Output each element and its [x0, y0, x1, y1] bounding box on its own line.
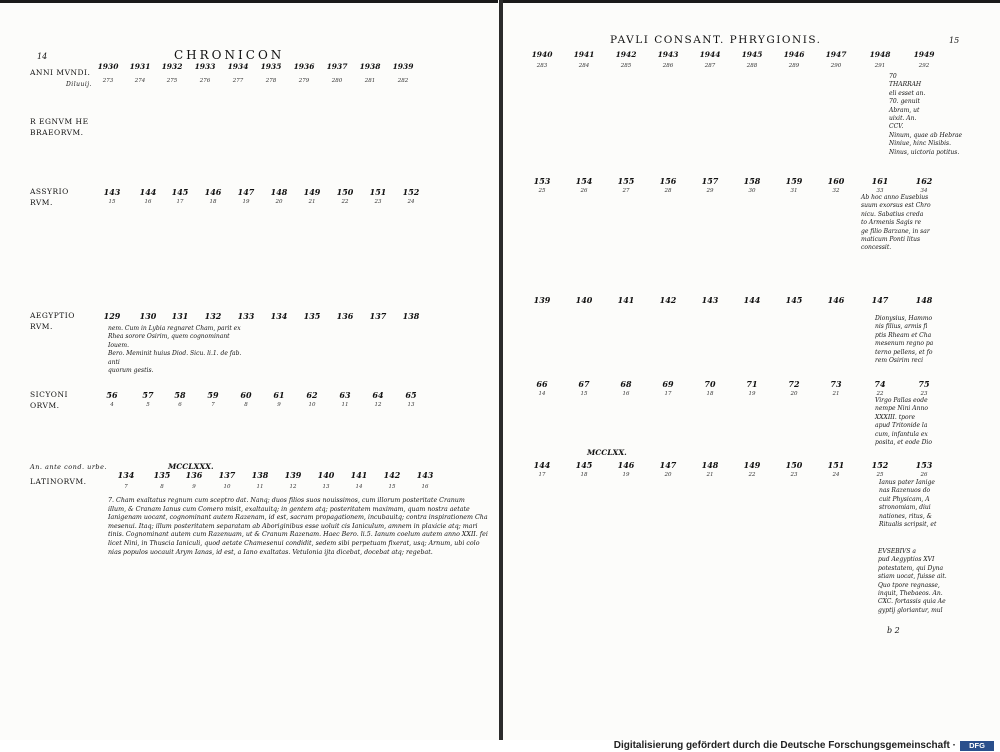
king-year: 16	[421, 484, 429, 490]
reign-year: 140	[575, 295, 593, 305]
king-year: 15	[108, 199, 116, 205]
king-year: 22	[748, 472, 756, 478]
king-year: 20	[275, 199, 283, 205]
year-mundi: 1949	[913, 50, 935, 59]
anni-mundi-label: ANNI MVNDI.	[30, 68, 91, 77]
note-line: maticum Ponti litus	[861, 236, 921, 244]
king-year: 18	[209, 199, 217, 205]
king-year: 15	[388, 484, 396, 490]
king-year: 26	[580, 188, 588, 194]
reign-year: 59	[207, 390, 219, 400]
king-year: 15	[580, 391, 588, 397]
kingdom-label: BRAEORVM.	[30, 128, 84, 137]
scan-edge-line	[0, 0, 498, 3]
reign-year: 58	[174, 390, 186, 400]
year-mundi: 1947	[825, 50, 847, 59]
note-line: 70. genuit	[889, 98, 920, 106]
dfg-logo: DFG	[960, 741, 994, 751]
reign-year: 150	[336, 187, 354, 197]
year-diluvii: 285	[620, 63, 632, 69]
reign-year: 132	[204, 311, 222, 321]
margin-note	[878, 548, 999, 615]
margin-note	[879, 479, 999, 529]
reign-year: 56	[106, 390, 118, 400]
king-year: 28	[664, 188, 672, 194]
reign-year: 72	[788, 379, 800, 389]
reign-year: 143	[416, 470, 434, 480]
king-year: 16	[144, 199, 152, 205]
reign-year: 153	[915, 460, 933, 470]
king-year: 34	[920, 188, 928, 194]
year-diluvii: 291	[874, 63, 886, 69]
kingdom-label: RVM.	[30, 198, 53, 207]
reign-year: 142	[383, 470, 401, 480]
reign-year: 65	[405, 390, 417, 400]
note-line: XXXIII. tpore	[875, 413, 916, 421]
reign-year: 145	[575, 460, 593, 470]
margin-note	[861, 194, 999, 253]
king-year: 21	[706, 472, 714, 478]
note-line: apud Tritonide la	[875, 422, 928, 430]
reign-year: 142	[659, 295, 677, 305]
margin-note	[889, 73, 999, 157]
king-year: 17	[664, 391, 672, 397]
note-line: Abram, ut	[889, 106, 920, 114]
reign-year: 61	[273, 390, 285, 400]
year-diluvii: 277	[232, 78, 244, 84]
kingdom-label: R EGNVM HE	[30, 117, 89, 126]
reign-year: 154	[575, 176, 593, 186]
year-diluvii: 289	[788, 63, 800, 69]
king-year: 19	[622, 472, 630, 478]
reign-year: 73	[830, 379, 842, 389]
king-year: 16	[622, 391, 630, 397]
note-line: nationes, ritus, &	[879, 512, 932, 520]
king-year: 5	[146, 402, 150, 408]
aegypt-note	[108, 325, 248, 375]
reign-year: 146	[617, 460, 635, 470]
reign-year: 153	[533, 176, 551, 186]
king-year: 24	[832, 472, 840, 478]
kingdom-label: AEGYPTIO	[30, 311, 75, 320]
reign-year: 144	[533, 460, 551, 470]
reign-year: 70	[704, 379, 716, 389]
reign-year: 134	[117, 470, 135, 480]
year-diluvii: 282	[397, 78, 409, 84]
reign-year: 131	[171, 311, 189, 321]
year-diluvii: 290	[830, 63, 842, 69]
year-diluvii: 283	[536, 63, 548, 69]
king-year: 29	[706, 188, 714, 194]
reign-year: 144	[139, 187, 157, 197]
reign-year: 151	[369, 187, 387, 197]
note-line: Ianus pater Ianige	[879, 479, 935, 486]
note-line: ge filio Barzane, in sar	[861, 227, 930, 235]
year-mundi: 1930	[97, 62, 119, 71]
reign-year: 146	[827, 295, 845, 305]
year-diluvii: 279	[298, 78, 310, 84]
king-year: 18	[706, 391, 714, 397]
king-year: 4	[110, 402, 114, 408]
note-line: Rhea sorore Osirim, quem cognominant Iouem.	[108, 333, 230, 349]
note-line: uixit. An.	[889, 115, 917, 123]
year-diluvii: 281	[364, 78, 376, 84]
reign-year: 69	[662, 379, 674, 389]
year-mundi: 1946	[783, 50, 805, 59]
scan-edge-line	[503, 0, 1000, 3]
king-year: 32	[832, 188, 840, 194]
note-line: Ritualis scripsit, et	[879, 521, 937, 529]
king-year: 20	[664, 472, 672, 478]
note-line: potestatem, qui Dyna	[878, 564, 944, 572]
reign-year: 155	[617, 176, 635, 186]
note-line: nem. Cum in Lybia regnaret Cham, parit ex	[108, 325, 241, 332]
note-line: 7. Cham exaltatus regnum cum sceptro dat. Nanq; duos filios suos nouissimos, cum illorum posteritate Cranum	[108, 497, 465, 504]
note-line: rem Osirim reci	[875, 357, 924, 365]
king-year: 9	[192, 484, 196, 490]
king-year: 25	[876, 472, 884, 478]
king-year: 11	[256, 484, 264, 490]
reign-year: 140	[317, 470, 335, 480]
reign-year: 159	[785, 176, 803, 186]
note-line: stronomiam, diui	[879, 504, 931, 512]
reign-year: 149	[303, 187, 321, 197]
king-year: 21	[308, 199, 316, 205]
note-line: stiam uocat, fuisse ait.	[878, 573, 947, 581]
king-year: 33	[876, 188, 884, 194]
reign-year: 150	[785, 460, 803, 470]
reign-year: 148	[701, 460, 719, 470]
ante-condita-label: An. ante cond. urbe.	[30, 463, 107, 471]
reign-year: 146	[204, 187, 222, 197]
roman-numeral: MCCLXX.	[587, 448, 627, 457]
roman-numeral: MCCLXXX.	[168, 462, 214, 471]
note-line: mesenui. Itaq; illum posteritatem separatam ab Aboriginibus esse uoluit cis Ianiculum, amnem in plaxicie atq; mari	[108, 522, 478, 530]
footer-bar	[0, 740, 1000, 752]
reign-year: 133	[237, 311, 255, 321]
king-year: 12	[374, 402, 382, 408]
reign-year: 152	[402, 187, 420, 197]
reign-year: 157	[701, 176, 719, 186]
reign-year: 145	[171, 187, 189, 197]
king-year: 14	[538, 391, 546, 397]
king-year: 18	[580, 472, 588, 478]
latinorum-label: LATINORVM.	[30, 477, 87, 486]
year-diluvii: 276	[199, 78, 211, 84]
reign-year: 148	[270, 187, 288, 197]
note-line: nempe Nini Anno	[875, 405, 928, 413]
reign-year: 135	[153, 470, 171, 480]
king-year: 8	[160, 484, 164, 490]
king-year: 17	[538, 472, 546, 478]
reign-year: 129	[103, 311, 121, 321]
king-year: 12	[289, 484, 297, 490]
note-line: Ab hoc anno Eusebius	[861, 194, 929, 201]
note-line: terno pellens, et fo	[875, 348, 933, 356]
year-mundi: 1932	[161, 62, 183, 71]
reign-year: 161	[871, 176, 889, 186]
king-year: 10	[308, 402, 316, 408]
note-line: cuit Physicam, A	[879, 495, 930, 503]
margin-note	[875, 315, 999, 365]
king-year: 20	[790, 391, 798, 397]
reign-year: 141	[350, 470, 368, 480]
reign-year: 67	[578, 379, 590, 389]
king-year: 10	[223, 484, 231, 490]
year-diluvii: 274	[134, 78, 146, 84]
diluvii-label: Diluuij.	[66, 81, 93, 88]
reign-year: 136	[336, 311, 354, 321]
reign-year: 135	[303, 311, 321, 321]
note-line: EVSEBIVS a	[878, 548, 916, 555]
year-mundi: 1942	[615, 50, 637, 59]
reign-year: 66	[536, 379, 548, 389]
year-diluvii: 273	[102, 78, 114, 84]
kingdom-label: ORVM.	[30, 401, 60, 410]
note-line: THARRAH	[889, 81, 922, 89]
note-line: Niniue, hinc Nisibis.	[889, 140, 952, 148]
reign-year: 145	[785, 295, 803, 305]
reign-year: 158	[743, 176, 761, 186]
note-line: licet Nini, in Thuscia Ianiculi, quod aetate Chamesenui condidit, sedem sibi perpetuam fixerat, usq; Arnum, ubi colo	[108, 539, 480, 547]
kingdom-label: SICYONI	[30, 390, 68, 399]
note-line: Ianigenam uocant, cognominant autem Razenam, id est, sacram propagationem, incubauitq; contra inspirationem Cha	[108, 514, 488, 522]
year-mundi: 1931	[129, 62, 151, 71]
note-line: Bero. Meminit huius Diod. Sicu. li.1. de fab. anti	[108, 350, 242, 366]
year-mundi: 1933	[194, 62, 216, 71]
reign-year: 156	[659, 176, 677, 186]
note-line: Dionysius, Hammo	[875, 315, 933, 322]
note-line: CCV.	[889, 123, 904, 131]
reign-year: 152	[871, 460, 889, 470]
king-year: 13	[322, 484, 330, 490]
running-head: CHRONICON	[174, 48, 285, 62]
year-mundi: 1941	[573, 50, 595, 59]
king-year: 23	[790, 472, 798, 478]
year-diluvii: 280	[331, 78, 343, 84]
reign-year: 130	[139, 311, 157, 321]
year-diluvii: 278	[265, 78, 277, 84]
reign-year: 144	[743, 295, 761, 305]
king-year: 27	[622, 188, 630, 194]
note-line: nas Razenuos do	[879, 487, 931, 495]
funding-credit: Digitalisierung gefördert durch die Deutsche Forschungsgemeinschaft ·	[613, 740, 956, 751]
king-year: 26	[920, 472, 928, 478]
reign-year: 60	[240, 390, 252, 400]
note-line: nis filius, armis fi	[875, 323, 928, 331]
latin-note	[108, 497, 488, 557]
note-line: Quo tpore regnasse,	[878, 581, 940, 589]
year-mundi: 1940	[531, 50, 553, 59]
king-year: 22	[341, 199, 349, 205]
reign-year: 64	[372, 390, 384, 400]
reign-year: 134	[270, 311, 288, 321]
king-year: 14	[355, 484, 363, 490]
year-mundi: 1948	[869, 50, 891, 59]
note-line: to Armenis Sagis re	[861, 219, 921, 227]
note-line: Ninum, quae ab Hebrae	[889, 131, 963, 139]
year-mundi: 1937	[326, 62, 348, 71]
reign-year: 143	[701, 295, 719, 305]
reign-year: 138	[251, 470, 269, 480]
right-page	[503, 0, 1000, 740]
reign-year: 74	[874, 379, 886, 389]
reign-year: 71	[746, 379, 758, 389]
king-year: 7	[124, 484, 128, 490]
year-diluvii: 275	[166, 78, 178, 84]
reign-year: 147	[871, 295, 889, 305]
running-head: PAVLI CONSANT. PHRYGIONIS.	[610, 34, 822, 46]
reign-year: 75	[918, 379, 930, 389]
reign-year: 138	[402, 311, 420, 321]
note-line: eli esset an.	[889, 89, 926, 97]
year-diluvii: 287	[704, 63, 716, 69]
king-year: 8	[244, 402, 248, 408]
year-mundi: 1935	[260, 62, 282, 71]
reign-year: 148	[915, 295, 933, 305]
king-year: 24	[407, 199, 415, 205]
king-year: 7	[211, 402, 215, 408]
note-line: CXC. fortassis quia Ae	[878, 598, 946, 606]
note-line: 70	[889, 73, 897, 80]
reign-year: 136	[185, 470, 203, 480]
king-year: 30	[748, 188, 756, 194]
reign-year: 139	[284, 470, 302, 480]
kingdom-label: ASSYRIO	[30, 187, 69, 196]
king-year: 19	[242, 199, 250, 205]
reign-year: 162	[915, 176, 933, 186]
king-year: 17	[176, 199, 184, 205]
year-diluvii: 288	[746, 63, 758, 69]
year-mundi: 1936	[293, 62, 315, 71]
left-page	[0, 0, 500, 740]
reign-year: 149	[743, 460, 761, 470]
king-year: 11	[341, 402, 349, 408]
reign-year: 62	[306, 390, 318, 400]
reign-year: 160	[827, 176, 845, 186]
reign-year: 141	[617, 295, 635, 305]
king-year: 21	[832, 391, 840, 397]
note-line: suum exorsus est Chro	[861, 202, 931, 210]
reign-year: 63	[339, 390, 351, 400]
reign-year: 143	[103, 187, 121, 197]
note-line: mesenum regno pa	[875, 340, 934, 348]
page-number: 14	[37, 52, 48, 61]
year-diluvii: 286	[662, 63, 674, 69]
king-year: 13	[407, 402, 415, 408]
note-line: cum, infantula ex	[875, 430, 928, 438]
note-line: posita, et eode Dio	[875, 439, 932, 447]
year-mundi: 1938	[359, 62, 381, 71]
reign-year: 137	[369, 311, 387, 321]
king-year: 9	[277, 402, 281, 408]
reign-year: 147	[237, 187, 255, 197]
note-line: nicu. Sabatius creda	[861, 210, 924, 218]
reign-year: 139	[533, 295, 551, 305]
year-mundi: 1945	[741, 50, 763, 59]
signature-mark: b 2	[887, 626, 900, 635]
reign-year: 137	[218, 470, 236, 480]
note-line: pud Aegyptios XVI	[878, 556, 935, 564]
note-line: tinis. Cognominant autem cum Razenuam, ut & Cranum Razenam. Haec Bero. li.5. Ianum coelum autem anno XXII. fei	[108, 531, 488, 539]
year-mundi: 1943	[657, 50, 679, 59]
year-mundi: 1939	[392, 62, 414, 71]
year-mundi: 1944	[699, 50, 721, 59]
reign-year: 147	[659, 460, 677, 470]
year-diluvii: 292	[918, 63, 930, 69]
reign-year: 57	[142, 390, 154, 400]
page-number: 15	[949, 36, 960, 45]
year-diluvii: 284	[578, 63, 590, 69]
king-year: 23	[920, 391, 928, 397]
note-line: gyptij gloriantur, mul	[878, 606, 943, 614]
king-year: 31	[790, 188, 798, 194]
note-line: concessit.	[861, 244, 892, 252]
note-line: quorum gestis.	[108, 367, 154, 375]
note-line: nias populos uocauit Arym Ianas, id est, a Iano exaltatas. Vetulonia ijta dicebat, docebat atq; regebat.	[108, 548, 433, 556]
note-line: illum, & Cranam Ianus cum Comero misit, exaltauitq; in gentem atq; posteritatem maximam, quam nostra aetate	[108, 505, 470, 513]
year-mundi: 1934	[227, 62, 249, 71]
king-year: 22	[876, 391, 884, 397]
note-line: Virgo Pallas eode	[875, 397, 928, 404]
reign-year: 68	[620, 379, 632, 389]
king-year: 23	[374, 199, 382, 205]
king-year: 25	[538, 188, 546, 194]
king-year: 6	[178, 402, 182, 408]
note-line: Ninus, uictoria potitus.	[889, 148, 960, 156]
king-year: 19	[748, 391, 756, 397]
kingdom-label: RVM.	[30, 322, 53, 331]
reign-year: 151	[827, 460, 845, 470]
note-line: inquit, Thebaeos. An.	[878, 590, 943, 598]
margin-note	[875, 397, 999, 447]
note-line: ptis Rheam et Cha	[875, 331, 932, 339]
